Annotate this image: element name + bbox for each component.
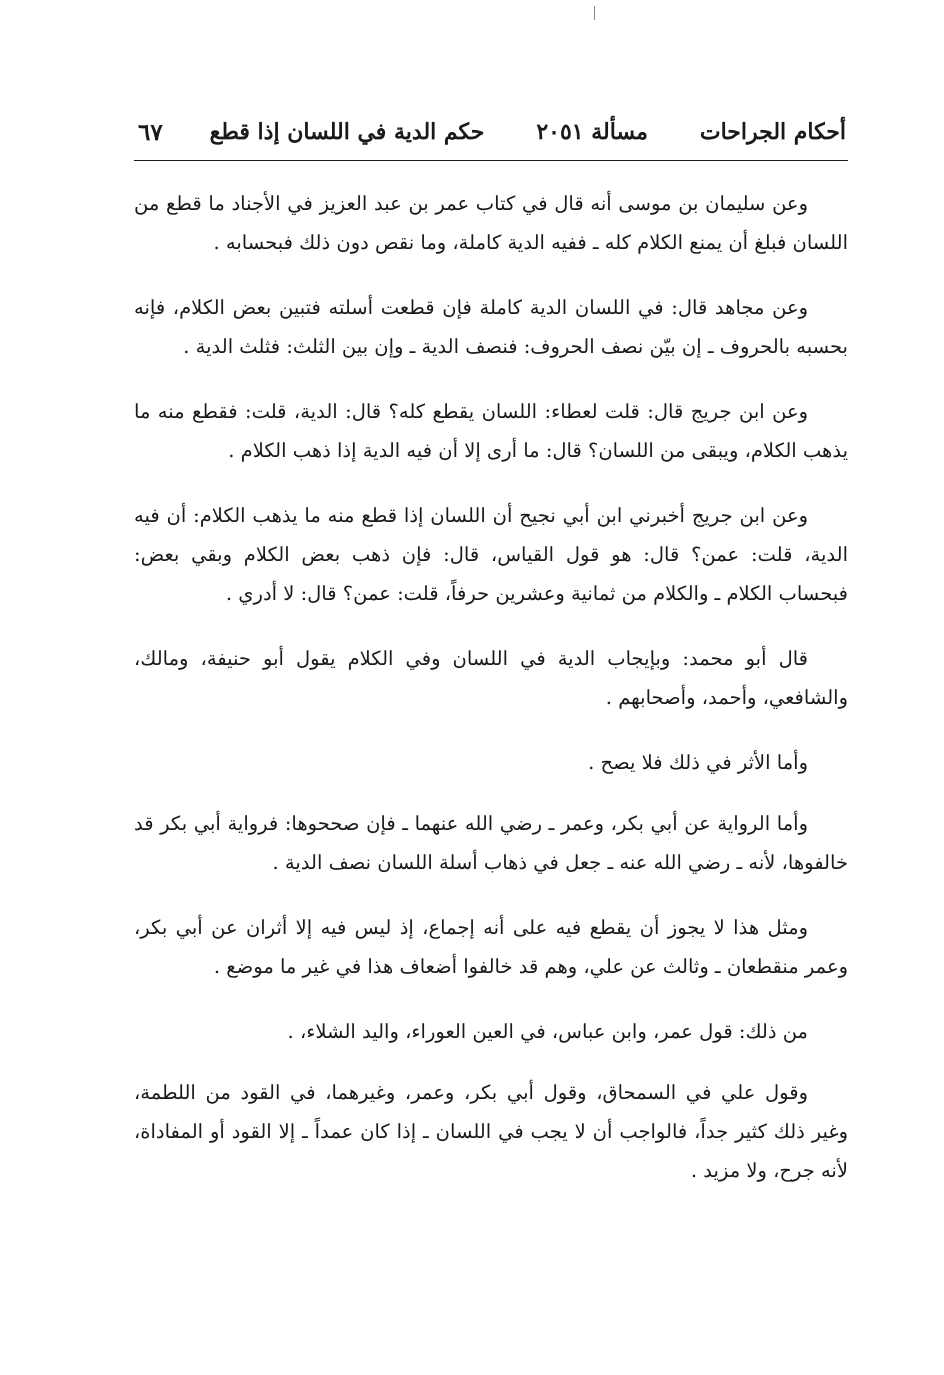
- paragraph: وعن ابن جريج أخبرني ابن أبي نجيح أن اللسان إذا قطع منه ما يذهب الكلام: أن فيه الدية، قلت: عمن؟ قال: هو قول القياس، قال: فإن ذهب بعض الكلام وبقي بعض: فبحساب الكلام ـ والكلام من ثمانية وعشرين حرفاً، قلت: عمن؟ قال: لا أدري .: [134, 504, 848, 605]
- paragraph: وأما الأثر في ذلك فلا يصح .: [588, 751, 808, 774]
- running-header: [134, 112, 846, 152]
- book-title: أحكام الجراحات: [699, 119, 846, 145]
- paragraph: وعن ابن جريج قال: قلت لعطاء: اللسان يقطع كله؟ قال: الدية، قلت: فقطع منه ما يذهب الكلام، ويبقى من اللسان؟ قال: ما أرى إلا أن فيه الدية إذا ذهب الكلام .: [134, 400, 848, 462]
- paragraph: وقول علي في السمحاق، وقول أبي بكر، وعمر، وغيرهما، في القود من اللطمة، وغير ذلك كثير جداً، فالواجب أن لا يجب في اللسان ـ إذا كان عمداً ـ إلا القود أو المفاداة، لأنه جرح، ولا مزيد .: [134, 1081, 848, 1182]
- paragraph: ومثل هذا لا يجوز أن يقطع فيه على أنه إجماع، إذ ليس فيه إلا أثران عن أبي بكر، وعمر منقطعان ـ وثالث عن علي، وهم قد خالفوا أضعاف هذا في غير ما موضع .: [134, 916, 848, 978]
- header-titles: [210, 119, 846, 145]
- paragraph: وأما الرواية عن أبي بكر، وعمر ـ رضي الله عنهما ـ فإن صححوها: فرواية أبي بكر قد خالفوها، لأنه ـ رضي الله عنه ـ جعل في ذهاب أسلة اللسان نصف الدية .: [134, 812, 848, 874]
- paragraph: وعن مجاهد قال: في اللسان الدية كاملة فإن قطعت أسلته فتبين بعض الكلام، فإنه بحسبه بالحروف ـ إن بيّن نصف الحروف: فنصف الدية ـ وإن بين الثلث: فثلث الدية .: [134, 296, 848, 358]
- scan-mark: [594, 6, 595, 20]
- header-divider: [134, 160, 848, 161]
- paragraph: من ذلك: قول عمر، وابن عباس، في العين العوراء، واليد الشلاء، .: [287, 1020, 808, 1043]
- issue-number: مسألة ٢٠٥١: [536, 119, 648, 145]
- issue-topic: حكم الدية في اللسان إذا قطع: [209, 119, 485, 145]
- paragraph: وعن سليمان بن موسى أنه قال في كتاب عمر بن عبد العزيز في الأجناد ما قطع من اللسان فبلغ أن يمنع الكلام كله ـ ففيه الدية كاملة، وما نقص دون ذلك فبحسابه .: [134, 192, 848, 254]
- paragraph: قال أبو محمد: وبإيجاب الدية في اللسان وفي الكلام يقول أبو حنيفة، ومالك، والشافعي، وأحمد، وأصحابهم .: [134, 647, 848, 709]
- main-text: [134, 184, 848, 1216]
- page-number: ٦٧: [138, 118, 163, 146]
